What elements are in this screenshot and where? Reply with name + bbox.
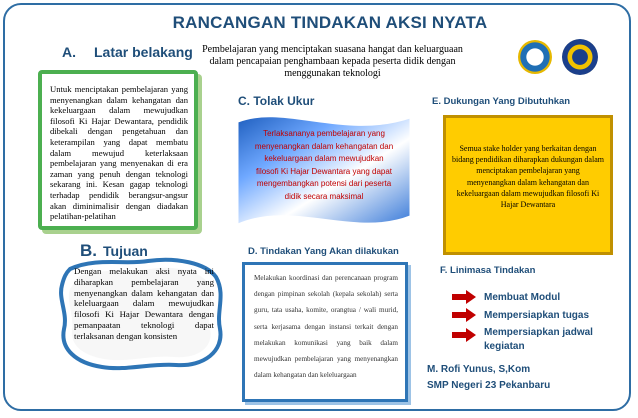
arrow-right-icon [452,328,476,342]
section-b-body: Dengan melakukan aksi nyata ini diharapkan pembelajaran yang menyenangkan dalam kehangatan dan keleluargaan dalam mewujudkan filosofi Ki Hajar Dewantara dengan pemanpaatan teknologi dapat terlaksanan dengan konsisten [74,266,214,341]
section-c-body: Terlaksananya pembelajaran yang menyenangkan dalam kehangatan dan kekeluargaan dalam mewujudkan filosofi Ki Hajar Dewantara yang dapat mengembangkan potensi dari peserta didik secara maksimal [254,129,394,201]
timeline-item-label: Mempersiapkan jadwal kegiatan [484,327,593,352]
timeline-item-label: Mempersiapkan tugas [484,309,590,321]
section-e-body: Semua stake holder yang berkaitan dengan bidang pendidikan diharapkan dukungan dalam menciptakan pembelajaran yang menyenangkan dalam kehangatan dan kekeluargaan dalam mewujudkan filosofi Ki Hajar Dewantara [452,144,604,210]
section-a-title: Latar belakang [94,44,193,60]
section-c-heading: C. Tolak Ukur [238,94,315,108]
section-a-number: A. [62,44,76,60]
arrow-right-icon [452,290,476,304]
section-a-body: Untuk menciptakan pembelajaran yang menyenangkan dalam kehangatan dan kekeluargaan dalam mewujudkan filosofi Ki Hajar Dewantara, pendidik dibekali dengan pengetahuan dan keterampilan yang dapat membatu dalam mewujud keterlaksaan pembelajaran yang menyenakan di era zaman yang penuh dengan teknologi sekarang ini. Kesan gagap teknologi terhadap pendidik berangsur-angsur akan diminimalisir dengan diadakan pelatihan-pelatihan [50,84,188,222]
author-name: M. Rofi Yunus, S,Kom [427,364,531,375]
section-d-body: Melakukan koordinasi dan perencanaan program dengan pimpinan sekolah (kepala sekolah) serta guru, tata usaha, komite, orangtua / wali murid, serta kerjasama dengan instansi terkait dengan melakukan komunikasi yang baik dalam mewujudkan pembelajaran yang menyenangkan dalam kehangatan dan keleluargaan [254,274,398,380]
section-a-heading [62,44,193,60]
timeline-item [452,326,594,352]
section-a-box [38,70,198,230]
logo-kemdikbud-icon [518,40,552,74]
author-block [427,362,550,394]
arrow-right-icon [452,308,476,322]
section-e-heading: E. Dukungan Yang Dibutuhkan [432,96,571,107]
timeline-item-label: Membuat Modul [484,291,561,303]
section-b-title: Tujuan [103,243,148,259]
timeline-item [452,288,560,306]
section-f-heading: F. Linimasa Tindakan [440,265,536,276]
section-d-heading: D. Tindakan Yang Akan dilakukan [248,246,399,257]
page-subtitle: Pembelajaran yang menciptakan suasana hangat dan keluarguaan dalam pencapaian penghambaan kepada peserta didik dengan menggunakan teknologi [202,44,463,79]
section-b-number: B. [80,241,97,260]
page-title: RANCANGAN TINDAKAN AKSI NYATA [172,13,488,32]
timeline-item [452,306,589,324]
logo-pemda-icon [562,39,598,75]
author-school: SMP Negeri 23 Pekanbaru [427,380,551,391]
